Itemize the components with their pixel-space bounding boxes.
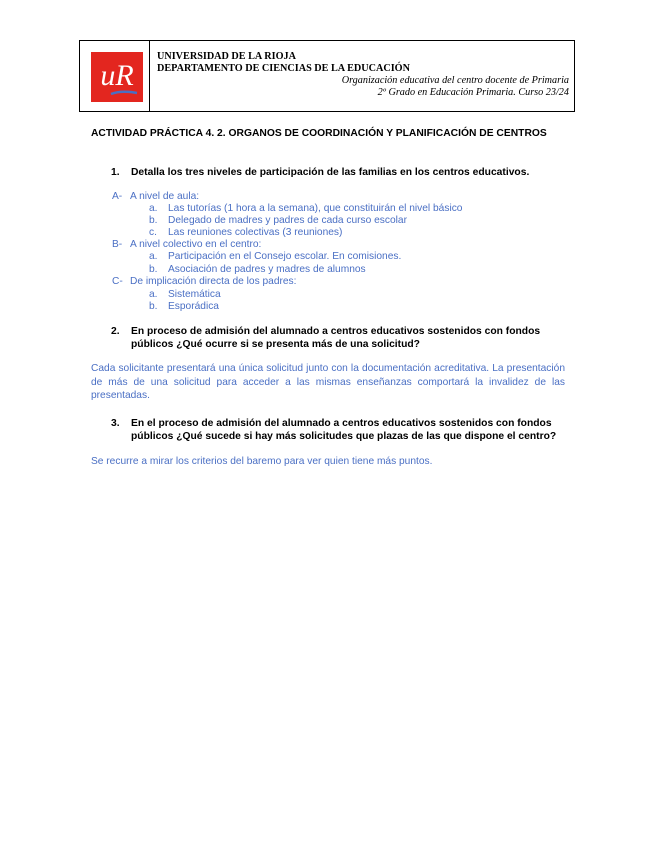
- sub-text: Participación en el Consejo escolar. En comisiones.: [168, 251, 402, 262]
- logo-text: uR: [100, 59, 134, 92]
- header-box: [79, 40, 575, 112]
- sub-letter: c.: [149, 227, 157, 238]
- sub-letter: a.: [149, 203, 158, 214]
- sub-text: Sistemática: [168, 289, 221, 300]
- answer-3: Se recurre a mirar los criterios del baremo para ver quien tiene más puntos.: [91, 456, 433, 467]
- organization-subtitle: Organización educativa del centro docente de Primaria: [341, 75, 569, 86]
- sub-letter: b.: [149, 215, 158, 226]
- question-number: 1.: [111, 167, 120, 178]
- sub-letter: b.: [149, 301, 158, 312]
- question-number: 3.: [111, 418, 120, 429]
- sub-text: Asociación de padres y madres de alumnos: [168, 264, 366, 275]
- question-text: En el proceso de admisión del alumnado a centros educativos sostenidos con fondos públicos ¿Qué sucede si hay más solicitudes que plazas de las que dispone el centro?: [131, 418, 557, 442]
- question-number: 2.: [111, 326, 120, 337]
- university-logo: [91, 52, 143, 102]
- sub-letter: b.: [149, 264, 158, 275]
- sub-text: Delegado de madres y padres de cada curso escolar: [168, 215, 407, 226]
- level-letter: A-: [112, 191, 123, 202]
- header-text: [157, 51, 569, 99]
- level-letter: B-: [112, 239, 123, 250]
- sub-text: Esporádica: [168, 301, 219, 312]
- university-name: UNIVERSIDAD DE LA RIOJA: [157, 51, 296, 62]
- answer-2: Cada solicitante presentará una única solicitud junto con la documentación acreditativa. La presentación de más de una solicitud para acceder a las mismas enseñanzas comportará la invalidez de las presentadas.: [91, 363, 565, 401]
- sub-text: Las reuniones colectivas (3 reuniones): [168, 227, 343, 238]
- logo-cell: [80, 41, 150, 111]
- sub-text: Las tutorías (1 hora a la semana), que constituirán el nivel básico: [168, 203, 463, 214]
- grade-subtitle: 2º Grado en Educación Primaria. Curso 23/24: [377, 87, 569, 98]
- question-text: En proceso de admisión del alumnado a centros educativos sostenidos con fondos públicos ¿Qué ocurre si se presenta más de una solicitud?: [131, 326, 541, 350]
- page-title: ACTIVIDAD PRÁCTICA 4. 2. ORGANOS DE COORDINACIÓN Y PLANIFICACIÓN DE CENTROS: [91, 128, 547, 139]
- level-text: De implicación directa de los padres:: [130, 276, 297, 287]
- level-text: A nivel colectivo en el centro:: [130, 239, 262, 250]
- level-letter: C-: [112, 276, 123, 287]
- level-text: A nivel de aula:: [130, 191, 200, 202]
- sub-letter: a.: [149, 251, 158, 262]
- question-text: Detalla los tres niveles de participación de las familias en los centros educativos.: [131, 167, 530, 178]
- department-name: DEPARTAMENTO DE CIENCIAS DE LA EDUCACIÓN: [157, 63, 410, 74]
- sub-letter: a.: [149, 289, 158, 300]
